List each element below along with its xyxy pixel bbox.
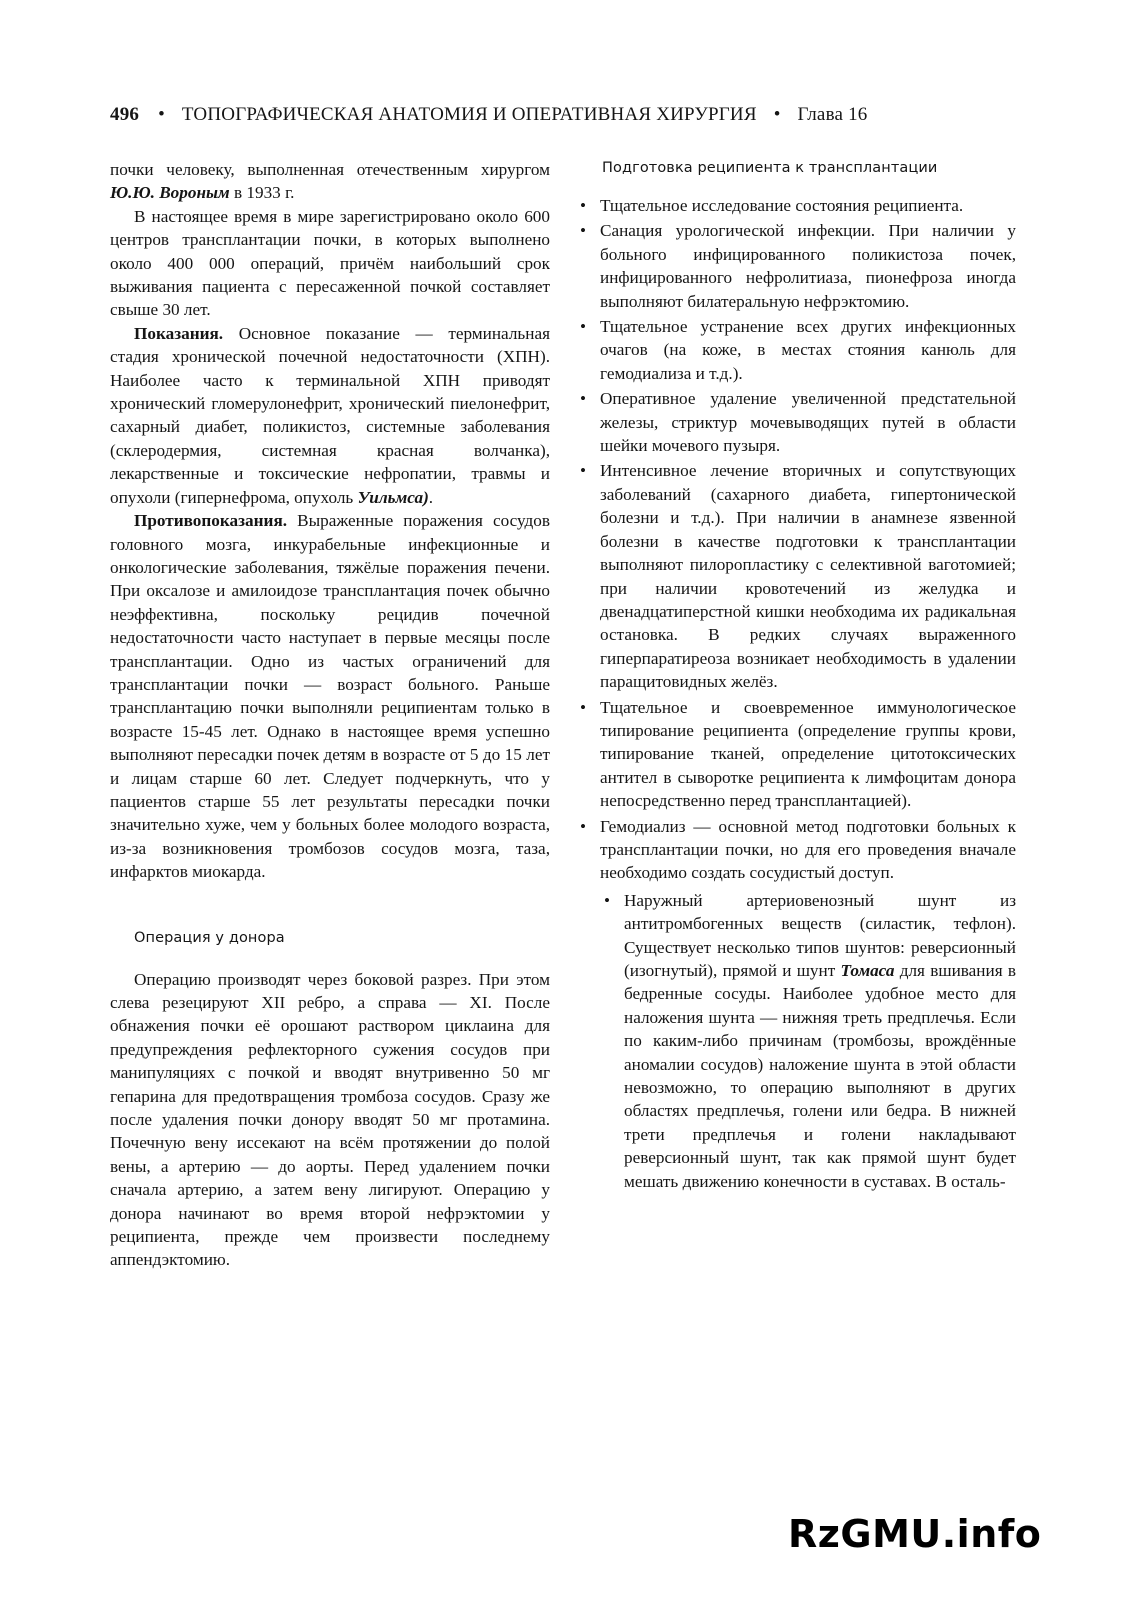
running-header bbox=[110, 104, 1010, 126]
paragraph-centers: В настоящее время в мире зарегистрировано около 600 центров трансплантации почки, в которых выполнено около 400 000 операций, причём наибольший срок выживания пациента с пересаженной почкой составляет свыше 30 лет. bbox=[110, 206, 550, 320]
header-separator: • bbox=[158, 104, 165, 125]
list-item: • Оперативное удаление увеличенной предстательной железы, стриктур мочевыводящих путей в области шейки мочевого пузыря. bbox=[578, 387, 1016, 457]
paragraph-text: . bbox=[428, 487, 434, 507]
left-column bbox=[110, 158, 550, 1272]
surname: Уильмса) bbox=[357, 487, 429, 507]
surname: Томаса bbox=[840, 961, 895, 980]
chapter-label: Глава 16 bbox=[797, 104, 868, 125]
paragraph-continuation bbox=[110, 158, 550, 205]
preparation-list bbox=[578, 194, 1016, 885]
page-number: 496 bbox=[110, 104, 140, 125]
paragraph-indications bbox=[110, 322, 550, 509]
list-item: • Санация урологической инфекции. При наличии у больного инфицированного поликистоза почек, инфицированного нефролитиаза, пионефроза иногда выполняют билатеральную нефрэктомию. bbox=[578, 219, 1016, 313]
list-item: • Тщательное устранение всех других инфекционных очагов (на коже, в местах стояния канюль для гемодиализа и т.д.). bbox=[578, 315, 1016, 385]
right-column bbox=[578, 158, 1016, 1195]
paragraph-text: почки человеку, выполненная отечественным хирургом bbox=[110, 160, 550, 179]
paragraph-text: Основное показание — терминальная стадия хронической почечной недостаточности (ХПН). Наиболее часто к терминальной ХПН приводят хронический гломерулонефрит, хронический пиелонефрит, сахарный диабет, поликистоз, системные заболевания (склеродермия, системная красная волчанка), лекарственные и токсические нефропатии, травмы и опухоли (гипернефрома, опухоль bbox=[110, 323, 550, 507]
paragraph-text: для вшивания в бедренные сосуды. Наиболее удобное место для наложения шунта — нижняя треть предплечья. Если по каким-либо причинам (тромбозы, врождённые аномалии сосудов) наложение шунта в этой области невозможно, то операцию выполняют в других областях предплечья, голени или бедра. В нижней трети предплечья и голени накладывают реверсионный шунт, так как прямой шунт будет мешать движению конечности в суставах. В осталь- bbox=[624, 961, 1016, 1191]
list-item: • Тщательное и своевременное иммунологическое типирование реципиента (определение группы крови, типирование тканей, определение цитотоксических антител в сыворотке реципиента к лимфоцитам донора непосредственно перед трансплантацией). bbox=[578, 696, 1016, 813]
sub-list bbox=[578, 889, 1016, 1193]
header-separator-2: • bbox=[773, 104, 781, 125]
paragraph-text: в 1933 г. bbox=[229, 183, 295, 203]
list-item: • Тщательное исследование состояния реципиента. bbox=[578, 194, 1016, 217]
site-watermark: RzGMU.info bbox=[788, 1512, 1042, 1556]
surname: Ю.Ю. Вороным bbox=[110, 183, 230, 203]
paragraph-text: Наружный артериовенозный шунт из антитромбогенных веществ (силастик, тефлон). Существует несколько типов шунтов: реверсионный (изогнутый), прямой и шунт bbox=[624, 890, 1016, 980]
section-title-recipient: Подготовка реципиента к трансплантации bbox=[602, 160, 938, 176]
run-in-heading: Показания. bbox=[134, 323, 224, 343]
paragraph-text: Выраженные поражения сосудов головного мозга, инкурабельные инфекционные и онкологические заболевания, тяжёлые поражения печени. При оксалозе и амилоидозе трансплантация почек обычно неэффективна, поскольку рецидив почечной недостаточности часто наступает в первые месяцы после трансплантации. Одно из частых ограничений для трансплантации почки — возраст больного. Раньше трансплантацию почки выполняли реципиентам только в возрасте 15-45 лет. Однако в настоящее время успешно выполняют пересадки почек детям в возрасте от 5 до 15 лет и лицам старше 60 лет. Следует подчеркнуть, что у пациентов старше 55 лет результаты пересадки почки значительно хуже, чем у больных более молодого возраста, из-за возникновения тромбозов сосудов мозга, таза, инфарктов миокарда. bbox=[110, 511, 550, 882]
paragraph-contraindications bbox=[110, 509, 550, 884]
list-item: • Гемодиализ — основной метод подготовки больных к трансплантации почки, но для его проведения вначале необходимо создать сосудистый доступ. bbox=[578, 815, 1016, 885]
run-in-heading: Противопоказания. bbox=[134, 511, 288, 531]
list-item: • Интенсивное лечение вторичных и сопутствующих заболеваний (сахарного диабета, гипертонической болезни и т.д.). При наличии в анамнезе язвенной болезни в качестве подготовки к трансплантации выполняют пилоропластику с селективной ваготомией; при наличии кровотечений из желудка и двенадцатиперстной кишки необходима их радикальная остановка. В редких случаях выраженного гиперпаратиреоза возникает необходимость в удалении паращитовидных желёз. bbox=[578, 459, 1016, 693]
section-title-donor: Операция у донора bbox=[134, 929, 285, 946]
book-title: ТОПОГРАФИЧЕСКАЯ АНАТОМИЯ И ОПЕРАТИВНАЯ ХИРУРГИЯ bbox=[181, 104, 757, 125]
sub-list-item bbox=[578, 889, 1016, 1193]
paragraph-donor-operation: Операцию производят через боковой разрез. При этом слева резецируют XII ребро, а справа — XI. После обнажения почки её орошают раствором циклаина для предупреждения рефлекторного сужения сосудов при манипуляциях с почкой и вводят внутривенно 50 мг гепарина для предотвращения тромбоза сосудов. Сразу же после удаления почки донору вводят 50 мг протамина. Почечную вену иссекают на всём протяжении до полой вены, а артерию — до аорты. Перед удалением почки сначала артерию, а затем вену лигируют. Операцию у донора начинают во время второй нефрэктомии у реципиента, прежде чем произвести последнему аппендэктомию. bbox=[110, 969, 550, 1270]
